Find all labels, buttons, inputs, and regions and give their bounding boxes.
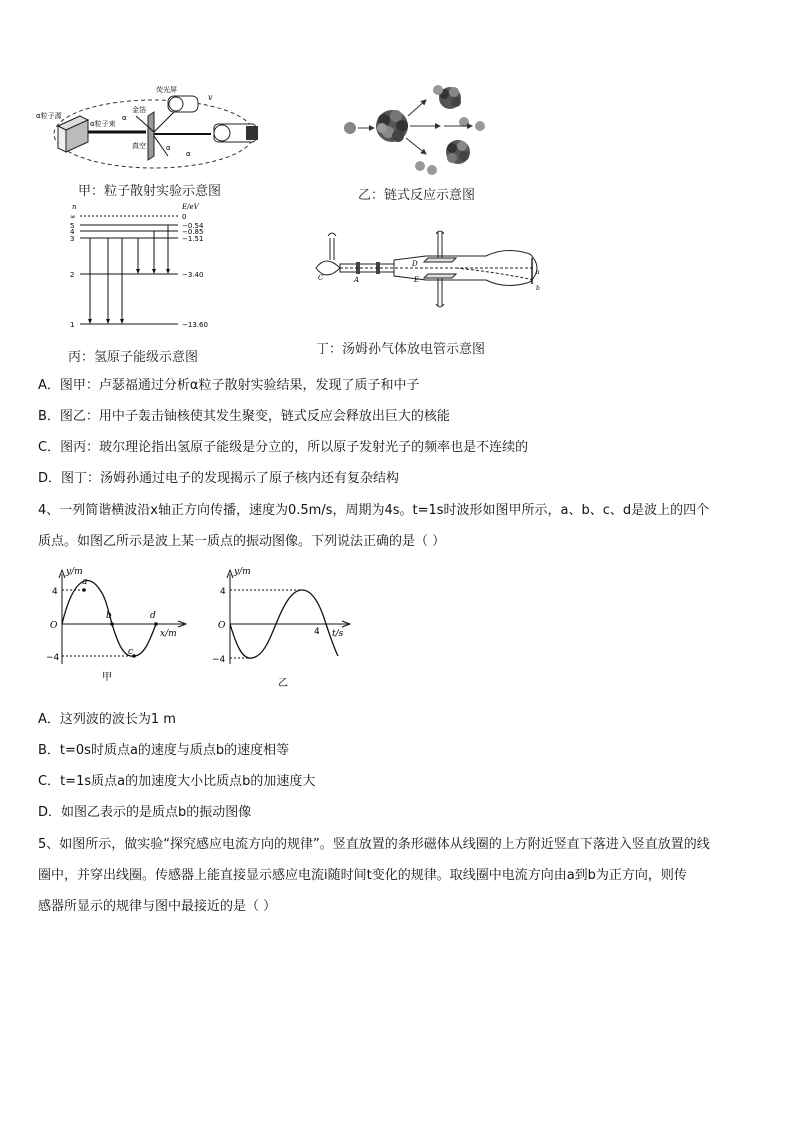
transition-arrowhead [136,269,140,274]
axis-e: E/eV [182,203,199,211]
q4-option-a[interactable] [38,708,176,727]
q3-option-c[interactable] [38,436,528,455]
q4-vibration-graph-yi [208,564,358,688]
jia-caption: 甲 [102,672,112,682]
option-text: 图丁：汤姆孙通过电子的发现揭示了原子核内还有复杂结构 [61,471,400,486]
jia-y-pos: 4 [52,587,58,597]
transition-arrowhead [120,319,124,324]
yi-x-tick: 4 [314,627,320,637]
q3-option-b[interactable] [38,405,450,424]
label-v: v [208,93,213,102]
yi-y-neg: −4 [212,655,226,665]
alpha-source-box [58,116,88,152]
label-d: D [412,260,418,268]
jia-point-a: a [82,577,88,587]
label-c: C [318,274,324,282]
q5-stem-line-3: 感器所显示的规律与图中最接近的是（ ） [38,899,277,914]
option-text: t=0s时质点a的速度与质点b的速度相等 [59,743,290,758]
transition-arrowhead [152,269,156,274]
label-a2: a [536,269,540,276]
energy-level-figure [66,200,216,332]
jia-point-b: b [106,611,112,621]
level-e-label: −0.54 [182,222,204,230]
label-alpha-2: α [166,144,171,152]
option-text: 这列波的波长为1 m [59,712,176,727]
jia-point-d: d [150,611,156,621]
option-text: 图丙：玻尔理论指出氢原子能级是分立的，所以原子发射光子的频率也是不连续的 [60,440,529,455]
level-e-label: 0 [182,213,187,221]
q5-stem-line-1: 5、如图所示，做实验“探究感应电流方向的规律”。竖直放置的条形磁体从线圈的上方附近竖直下落进入竖直放置的线 [38,837,710,852]
yi-caption: 乙 [278,678,288,688]
level-n-label: ∞ [70,213,76,221]
q4-option-b[interactable] [38,739,289,758]
q4-option-d[interactable] [38,801,251,820]
q3-option-a[interactable] [38,374,419,393]
level-n-label: 3 [70,235,75,243]
option-text: 图乙：用中子轰击铀核使其发生聚变，链式反应会释放出巨大的核能 [59,409,450,424]
level-e-label: −3.40 [182,271,204,279]
microscope-top [168,96,198,112]
q5-stem-line-2: 圈中，并穿出线圈。传感器上能直接显示感应电流i随时间t变化的规律。取线圈中电流方向由a到b为正方向，则传 [38,868,687,883]
yi-origin: O [218,621,226,631]
yi-y-pos: 4 [220,587,226,597]
option-key: B． [38,409,60,424]
option-key: A． [38,378,60,393]
transition-arrowhead [166,269,170,274]
option-text: 图甲：卢瑟福通过分析α粒子散射实验结果，发现了质子和中子 [59,378,420,393]
label-alpha-3: α [186,150,191,158]
level-n-label: 1 [70,321,75,329]
chain-reaction-figure [340,82,490,177]
option-text: 如图乙表示的是质点b的振动图像 [61,805,252,820]
option-key: A． [38,712,60,727]
uranium-nucleus [376,110,408,142]
option-key: D． [38,471,62,486]
jia-xlabel: x/m [160,629,177,639]
caption-ding: 丁：汤姆孙气体放电管示意图 [316,342,486,357]
q3-option-d[interactable] [38,467,399,486]
transition-arrowhead [88,319,92,324]
q4-stem-line-2: 质点。如图乙所示是波上某一质点的振动图像。下列说法正确的是（ ） [38,534,446,549]
level-e-label: −0.85 [182,228,204,236]
caption-jia: 甲：粒子散射实验示意图 [78,184,222,199]
caption-bing: 丙：氢原子能级示意图 [68,350,199,365]
option-key: D． [38,805,62,820]
level-n-label: 4 [70,228,75,236]
option-key: B． [38,743,60,758]
jia-point-c: c [128,647,134,657]
q4-wave-graph-jia [44,564,194,682]
option-key: C． [38,774,61,789]
label-a: A [354,276,360,284]
label-alpha-1: α [122,114,127,122]
yi-xlabel: t/s [332,629,344,639]
axis-n: n [72,203,77,211]
q4-stem-line-1: 4、一列简谐横波沿x轴正方向传播，速度为0.5m/s，周期为4s。t=1s时波形如图甲所示，a、b、c、d是波上的四个 [38,503,710,518]
thomson-tube-figure [306,228,546,310]
label-foil: 金箔 [132,106,146,114]
jia-y-neg: −4 [46,653,60,663]
label-b2: b [536,285,540,292]
level-e-label: −1.51 [182,235,204,243]
option-text: t=1s质点a的加速度大小比质点b的加速度大 [60,774,316,789]
label-alpha-source: α粒子源 [36,112,62,120]
caption-yi: 乙：链式反应示意图 [358,188,476,203]
level-n-label: 5 [70,222,75,230]
fragment-bottom [446,140,470,164]
transition-arrowhead [106,319,110,324]
label-beam: α粒子束 [90,120,116,128]
jia-origin: O [50,621,58,631]
label-screen: 荧光屏 [156,86,177,94]
microscope-right [214,124,258,142]
option-key: C． [38,440,61,455]
label-vacuum: 真空 [132,142,146,150]
yi-ylabel: y/m [234,567,251,577]
level-e-label: −13.60 [182,321,208,329]
label-e: E [414,276,420,284]
alpha-scattering-figure [36,86,272,176]
jia-ylabel: y/m [66,567,83,577]
level-n-label: 2 [70,271,75,279]
q4-option-c[interactable] [38,770,315,789]
